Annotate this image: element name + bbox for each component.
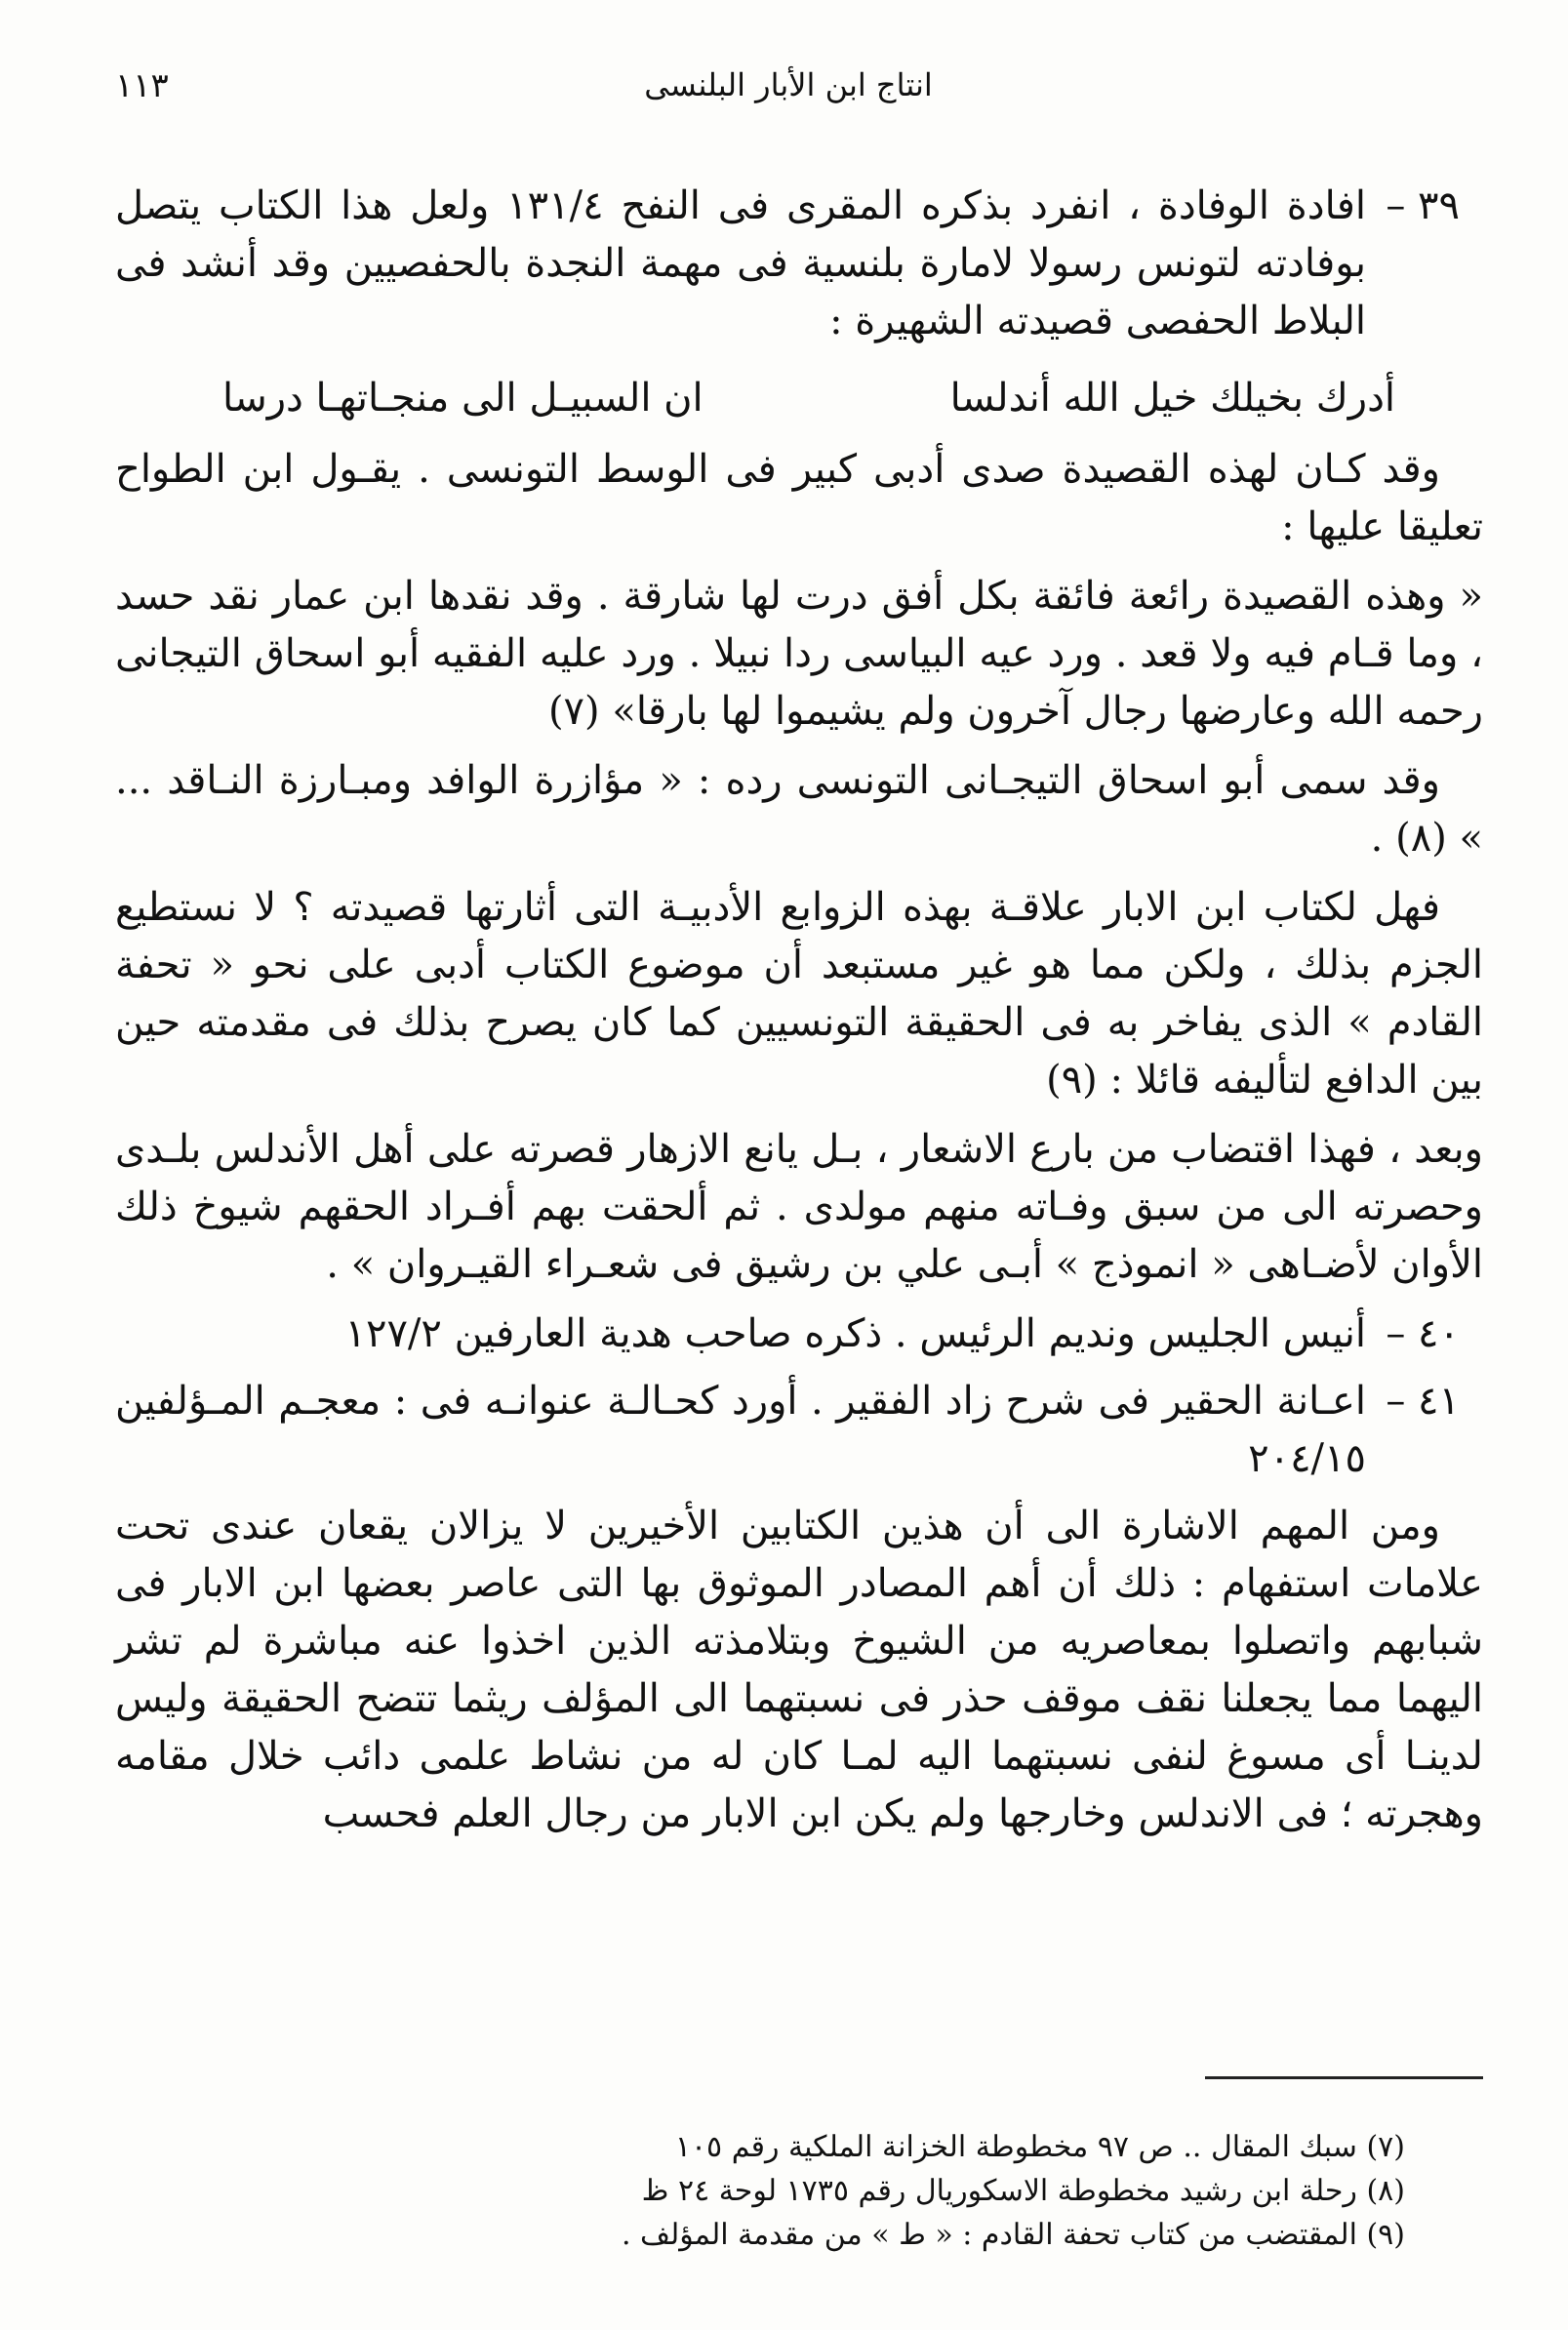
footnotes: [527, 2125, 1405, 2257]
list-item-41: [115, 1373, 1483, 1488]
verse-first-hemistich: أدرك بخيلك خيل الله أندلسا: [949, 376, 1395, 421]
page-number: ١١٣: [115, 66, 169, 105]
list-item-text: افادة الوفادة ، انفرد بذكره المقرى فى النفح ١٣١/٤ ولعل هذا الكتاب يتصل بوفادته لتونس رسولا لامارة بلنسية فى مهمة النجدة بالحفصيين وقد أنشد فى البلاط الحفصى قصيدته الشهيرة :: [115, 183, 1366, 343]
footnote-9: (٩) المقتضب من كتاب تحفة القادم : « ط » من مقدمة المؤلف .: [621, 2218, 1405, 2252]
footnote-7: (٧) سبك المقال .. ص ٩٧ مخطوطة الخزانة الملكية رقم ١٠٥: [674, 2130, 1405, 2164]
quotation-ibn-tawwah: « وهذه القصيدة رائعة فائقة بكل أفق درت لها شارقة . وقد نقدها ابن عمار نقد حسد ، وما قـام فيه ولا قعد . ورد عيه البياسى ردا نبيلا . ورد عليه الفقيه أبو اسحاق التيجانى رحمه الله وعارضها رجال آخرون ولم يشيموا لها بارقا» (٧): [115, 574, 1483, 734]
running-title: انتاج ابن الأبار البلنسى: [644, 66, 933, 103]
list-item-number: ٤١ –: [1386, 1379, 1460, 1424]
paragraph-question: فهل لكتاب ابن الابار علاقـة بهذه الزوابع الأدبيـة التى أثارتها قصيدته ؟ لا نستطيع الجزم بذلك ، ولكن مما هو غير مستبعد أن موضوع الكتاب أدبى على نحو « تحفة القادم » الذى يفاخر به فى الحقيقة التونسيين كما كان يصرح بذلك فى مقدمته حين بين الدافع لتأليفه قائلا : (٩): [115, 885, 1483, 1103]
footnote-8: (٨) رحلة ابن رشيد مخطوطة الاسكوريال رقم ١٧٣٥ لوحة ٢٤ ظ: [641, 2174, 1405, 2208]
quotation-tuhfat-al-qadim: وبعد ، فهذا اقتضاب من بارع الاشعار ، بـل يانع الازهار قصرته على أهل الأندلس بلـدى وحصرته الى من سبق وفـاته منهم مولدى . ثم ألحقت بهم أفـراد الحقهم شيوخ ذلك الأوان لأضـاهى « انموذج » أبـى علي بن رشيق فى شعـراء القيـروان » .: [115, 1127, 1483, 1287]
list-item-number: ٣٩ –: [1386, 183, 1460, 228]
list-item-number: ٤٠ –: [1386, 1311, 1460, 1356]
footnote-divider: [1205, 2076, 1483, 2079]
list-item-39: [115, 178, 1483, 350]
paragraph-tijani: وقد سمى أبو اسحاق التيجـانى التونسى رده : « مؤازرة الوافد ومبـارزة النـاقد ... » (٨) .: [115, 758, 1483, 861]
paragraph-closing: ومن المهم الاشارة الى أن هذين الكتابين الأخيرين لا يزالان يقعان عندى تحت علامات استفهام : ذلك أن أهم المصادر الموثوق بها التى عاصر بعضها ابن الابار فى شبابهم واتصلوا بمعاصريه من الشيوخ وبتلامذته الذين اخذوا عنه مباشرة لم تشر اليهما مما يجعلنا نقف موقف حذر فى نسبتهما الى المؤلف ريثما تتضح الحقيقة وليس لدينـا أى مسوغ لنفى نسبتهما اليه لمـا كان له من نشاط علمى دائب خلال مقامه وهجرته ؛ فى الاندلس وخارجها ولم يكن ابن الابار من رجال العلم فحسب: [115, 1504, 1483, 1836]
list-item-text: أنيس الجليس ونديم الرئيس . ذكره صاحب هدية العارفين ١٢٧/٢: [344, 1311, 1366, 1356]
paragraph-echo: وقد كـان لهذه القصيدة صدى أدبى كبير فى الوسط التونسى . يقـول ابن الطواح تعليقا عليها :: [115, 447, 1483, 549]
verse-second-hemistich: ان السبيـل الى منجـاتهـا درسا: [222, 376, 704, 421]
page-header: [115, 66, 1462, 115]
list-item-40: [115, 1306, 1483, 1363]
list-item-text: اعـانة الحقير فى شرح زاد الفقير . أورد كحـالـة عنوانـه فى : معجـم المـؤلفين ٢٠٤/١٥: [115, 1379, 1366, 1481]
main-text: [115, 178, 1483, 1855]
poem-verse: [115, 360, 1483, 441]
